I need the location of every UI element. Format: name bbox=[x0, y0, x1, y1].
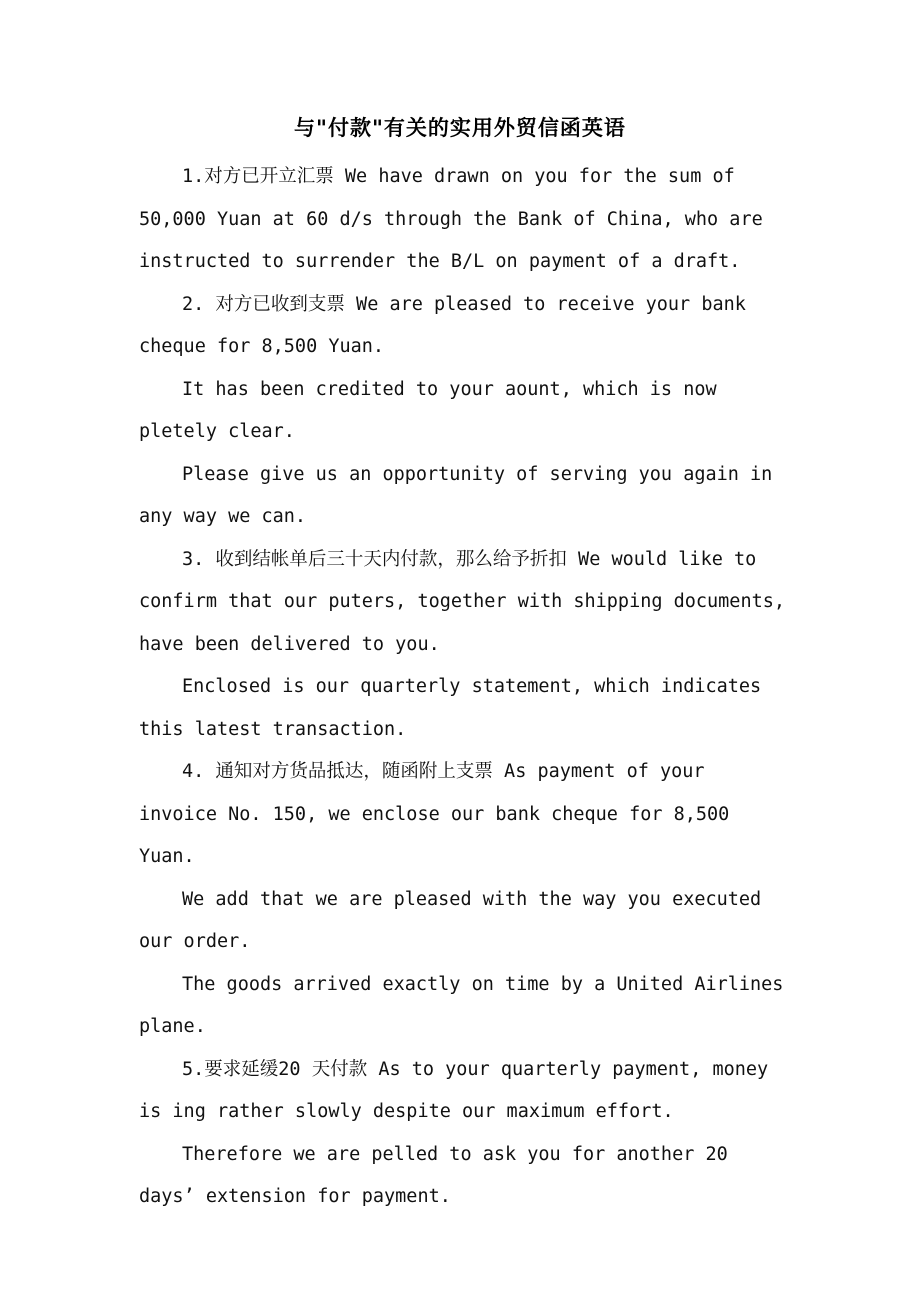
paragraph-10: 5.要求延缓20 天付款 As to your quarterly payment, money is ing rather slowly despite our maximum effort. bbox=[139, 1058, 769, 1122]
document-title: 与"付款"有关的实用外贸信函英语 bbox=[294, 116, 626, 140]
paragraph-6: Enclosed is our quarterly statement, which indicates this latest transaction. bbox=[139, 676, 762, 740]
paragraph-4: Please give us an opportunity of serving you again in any way we can. bbox=[139, 463, 773, 527]
paragraph-3: It has been credited to your aount, which is now pletely clear. bbox=[139, 378, 717, 442]
paragraph-9: The goods arrived exactly on time by a United Airlines plane. bbox=[139, 973, 784, 1037]
paragraph-7: 4. 通知对方货品抵达，随函附上支票 As payment of your invoice No. 150, we enclose our bank cheque for 8,500 Yuan. bbox=[139, 761, 730, 867]
paragraph-8: We add that we are pleased with the way you executed our order. bbox=[139, 888, 762, 952]
paragraph-2: 2. 对方已收到支票 We are pleased to receive your bank cheque for 8,500 Yuan. bbox=[139, 293, 746, 357]
paragraph-11: Therefore we are pelled to ask you for another 20 days’ extension for payment. bbox=[139, 1143, 728, 1207]
paragraph-5: 3. 收到结帐单后三十天内付款，那么给予折扣 We would like to confirm that our puters, together with shipping documents, have been delivered to you. bbox=[139, 548, 786, 655]
paragraph-1: 1.对方已开立汇票 We have drawn on you for the sum of 50,000 Yuan at 60 d/s through the Bank of China, who are instructed to surrender the B/L on payment of a draft. bbox=[139, 166, 763, 272]
document-body bbox=[139, 156, 789, 1219]
